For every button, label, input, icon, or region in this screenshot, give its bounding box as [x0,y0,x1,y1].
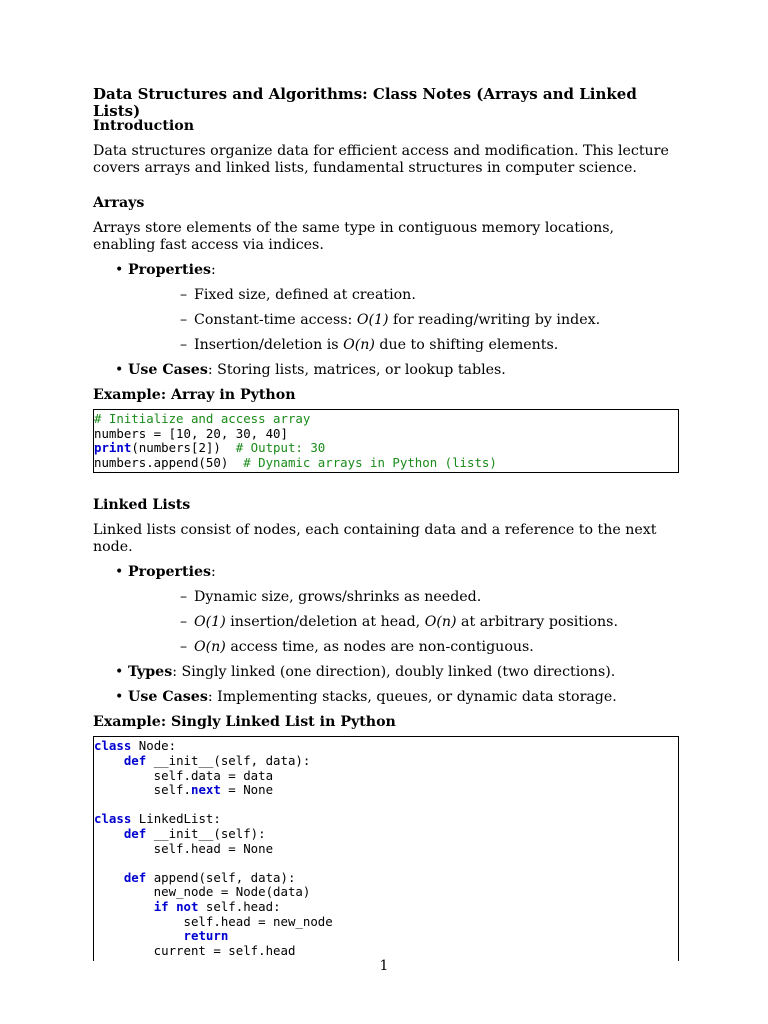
code-keyword: def [123,869,147,885]
code-keyword: print [94,440,132,456]
code-keyword: class [94,811,132,827]
arrays-property-item [128,287,679,304]
linked-list-property-item [128,614,679,631]
code-keyword: not [176,898,199,914]
use-cases-label: Use Cases [128,689,208,706]
code-keyword: if [153,898,169,914]
document-page [93,86,679,961]
code-comment: # Output: 30 [235,440,326,456]
property-text: Constant-time access: [194,312,357,328]
linked-lists-bullet-list [93,564,679,706]
linked-list-property-item [128,589,679,606]
code-line [94,798,678,813]
code-text [169,899,176,914]
linked-lists-properties-list [128,589,679,656]
linked-list-property-item [128,639,679,656]
code-line [94,754,678,769]
code-text: = None [220,782,274,798]
arrays-heading: Arrays [93,195,145,211]
code-line [94,871,678,886]
arrays-properties-item: • Properties: – Fixed size, defined at creation. – Constant-time access: O(1) for reading/writing by index. – Insertion/deletion is O(n) due to shifting elements. [93,262,679,354]
use-cases-label: Use Cases [128,362,208,378]
property-text: due to shifting elements. [374,337,559,353]
math-expression: O(n) [343,337,375,353]
code-text: new_node = Node(data) [94,884,311,900]
math-expression: O(1) [194,614,226,631]
code-line [94,929,678,944]
property-text: access time, as nodes are non-contiguous. [225,639,534,656]
arrays-property-item [128,312,679,329]
math-expression: O(1) [356,312,389,328]
code-line [94,827,678,842]
arrays-bullet-list [93,262,679,379]
use-cases-text: : Storing lists, matrices, or lookup tables. [207,362,506,378]
linked-lists-text: Linked lists consist of nodes, each containing data and a reference to the next node. [93,522,657,556]
code-text: self. [94,782,191,798]
types-label: Types [128,664,173,681]
code-line [94,915,678,930]
linked-list-code-block [93,736,679,961]
code-keyword: def [123,825,147,841]
code-line [94,412,678,427]
code-line [94,441,678,456]
document-title: Data Structures and Algorithms: Class Notes (Arrays and Linked Lists) [93,85,637,120]
arrays-property-item [128,337,679,354]
intro-text: Data structures organize data for efficient access and modification. This lecture covers arrays and linked lists, fundamental structures in computer science. [93,143,669,176]
code-text: self.head = None [94,840,274,856]
code-keyword: next [190,782,221,798]
code-line [94,456,678,471]
array-example-heading: Example: Array in Python [93,387,296,403]
math-expression: O(n) [424,614,457,631]
code-text [94,870,124,885]
code-line [94,427,678,442]
linked-lists-properties-item: • Properties: – Dynamic size, grows/shrinks as needed. – O(1) insertion/deletion at head, O(n) at arbitrary positions. – O(n) access time, as nodes are non-contiguous. [93,564,679,656]
code-text: self.head: [198,898,281,914]
linked-list-example-heading: Example: Singly Linked List in Python [93,714,396,731]
code-line [94,812,678,827]
code-line [94,885,678,900]
code-text: numbers = [10, 20, 30, 40] [94,425,288,441]
code-keyword: class [94,738,132,754]
code-text: self.data = data [94,767,274,783]
arrays-text: Arrays store elements of the same type in contiguous memory locations, enabling fast access via indices. [93,220,615,253]
arrays-use-cases-item [93,362,679,379]
code-text [94,753,124,768]
code-line [94,739,678,754]
arrays-properties-list [128,287,679,354]
linked-lists-heading: Linked Lists [93,497,191,514]
code-keyword: return [183,928,229,944]
code-text: __init__(self, data): [146,752,311,768]
properties-label: Properties [128,564,211,581]
intro-heading: Introduction [93,118,195,134]
code-line [94,769,678,784]
property-text: for reading/writing by index. [388,312,601,328]
code-comment: # Initialize and access array [94,411,311,426]
code-text: self.head = new_node [94,913,333,929]
linked-lists-use-cases-item [93,689,679,706]
property-text: Insertion/deletion is [194,337,344,353]
property-text: Fixed size, defined at creation. [194,287,416,303]
code-text: LinkedList: [131,811,221,827]
properties-label: Properties [128,262,211,278]
types-text: : Singly linked (one direction), doubly linked (two directions). [172,664,616,681]
code-text: (numbers[2]) [131,440,236,456]
code-line [94,900,678,915]
code-text: __init__(self): [146,825,266,841]
code-text [94,826,124,841]
code-line [94,783,678,798]
code-text: Node: [131,738,177,754]
property-text: Dynamic size, grows/shrinks as needed. [194,589,482,606]
code-keyword: def [123,752,147,768]
array-code-block [93,409,679,473]
property-text: insertion/deletion at head, [225,614,425,631]
page-number: 1 [379,958,389,974]
code-line [94,842,678,857]
code-text: append(self, data): [146,869,296,885]
property-text: at arbitrary positions. [456,614,618,631]
code-text: current = self.head [94,942,296,958]
code-line [94,856,678,871]
math-expression: O(n) [194,639,226,656]
code-text [94,899,154,914]
code-text [94,928,184,943]
code-text: numbers.append(50) [94,454,244,470]
linked-lists-types-item [93,664,679,681]
use-cases-text: : Implementing stacks, queues, or dynamic data storage. [207,689,617,706]
code-line [94,944,678,959]
code-comment: # Dynamic arrays in Python (lists) [243,454,497,470]
